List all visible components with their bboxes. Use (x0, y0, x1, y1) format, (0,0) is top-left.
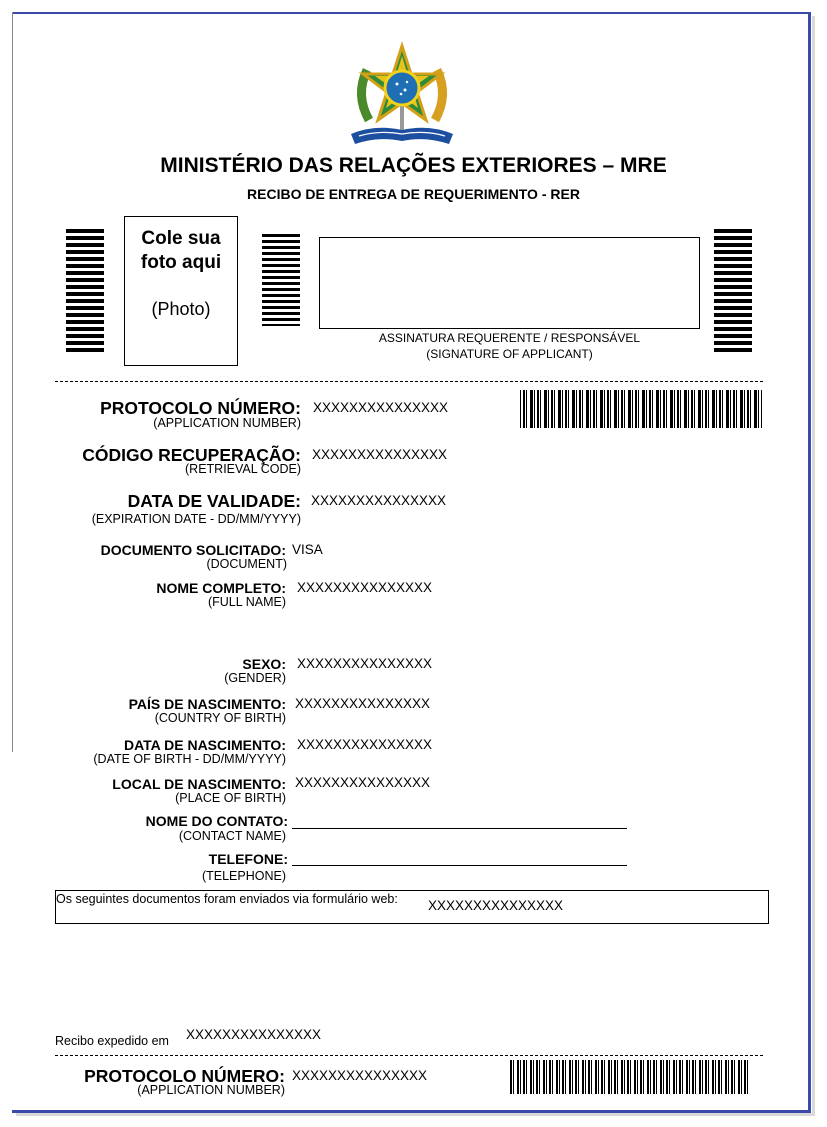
photo-instruction-line1: Cole sua (141, 228, 221, 249)
documents-label: Os seguintes documentos foram enviados via formulário web: (56, 892, 398, 906)
barcode-left (66, 229, 104, 353)
codigo-label: CÓDIGO RECUPERAÇÃO: (82, 445, 301, 465)
protocolo-value: XXXXXXXXXXXXXXX (313, 400, 449, 415)
codigo-value: XXXXXXXXXXXXXXX (312, 447, 448, 462)
footer-barcode (510, 1060, 750, 1094)
contato-line[interactable] (292, 828, 627, 829)
pais-value: XXXXXXXXXXXXXXX (295, 696, 431, 711)
photo-instruction-line2: foto aqui (140, 252, 222, 273)
sexo-sub: (GENDER) (224, 671, 286, 685)
sexo-label: SEXO: (242, 656, 286, 672)
footer-protocolo-label: PROTOCOLO NÚMERO: (84, 1066, 285, 1086)
pais-label: PAÍS DE NASCIMENTO: (128, 696, 286, 712)
local-sub: (PLACE OF BIRTH) (175, 791, 286, 805)
signature-box[interactable] (319, 237, 700, 329)
telefone-line[interactable] (292, 865, 627, 866)
nome-value: XXXXXXXXXXXXXXX (297, 580, 433, 595)
validade-sub: (EXPIRATION DATE - DD/MM/YYYY) (91, 512, 301, 526)
divider-bottom (55, 1055, 763, 1056)
receipt-subtitle: RECIBO DE ENTREGA DE REQUERIMENTO - RER (247, 186, 580, 202)
telefone-label: TELEFONE: (208, 851, 288, 867)
signature-label: ASSINATURA REQUERENTE / RESPONSÁVEL (378, 331, 641, 345)
page-shadow-bottom (16, 1113, 815, 1116)
receipt-label: Recibo expedido em (55, 1034, 169, 1048)
contato-sub: (CONTACT NAME) (178, 829, 286, 843)
protocolo-label: PROTOCOLO NÚMERO: (100, 398, 301, 418)
documento-label: DOCUMENTO SOLICITADO: (100, 542, 286, 558)
nome-sub: (FULL NAME) (207, 595, 286, 609)
receipt-value: XXXXXXXXXXXXXXX (186, 1027, 322, 1042)
protocolo-barcode (520, 390, 762, 428)
divider-top (55, 381, 763, 382)
documents-value: XXXXXXXXXXXXXXX (428, 898, 564, 913)
page-border-bottom (12, 1110, 810, 1113)
ministry-title: MINISTÉRIO DAS RELAÇÕES EXTERIORES – MRE (160, 154, 667, 177)
footer-protocolo-value: XXXXXXXXXXXXXXX (292, 1068, 428, 1083)
protocolo-sub: (APPLICATION NUMBER) (153, 416, 301, 430)
data-nascimento-value: XXXXXXXXXXXXXXX (297, 737, 433, 752)
page-shadow-right (812, 16, 815, 1116)
documento-value: VISA (292, 542, 323, 557)
pais-sub: (COUNTRY OF BIRTH) (154, 711, 286, 725)
validade-label: DATA DE VALIDADE: (127, 491, 301, 511)
documento-sub: (DOCUMENT) (206, 557, 287, 571)
page-border-top (12, 12, 810, 14)
nome-label: NOME COMPLETO: (156, 580, 286, 596)
codigo-sub: (RETRIEVAL CODE) (185, 462, 301, 476)
sexo-value: XXXXXXXXXXXXXXX (297, 656, 433, 671)
local-value: XXXXXXXXXXXXXXX (295, 775, 431, 790)
page-border-left (12, 12, 13, 752)
data-nascimento-sub: (DATE OF BIRTH - DD/MM/YYYY) (93, 752, 286, 766)
footer-protocolo-sub: (APPLICATION NUMBER) (137, 1083, 285, 1097)
barcode-right (714, 229, 752, 353)
coat-of-arms-seal (345, 40, 459, 150)
photo-label: (Photo) (151, 299, 211, 319)
validade-value: XXXXXXXXXXXXXXX (311, 493, 447, 508)
telefone-sub: (TELEPHONE) (201, 869, 286, 883)
contato-label: NOME DO CONTATO: (145, 813, 288, 829)
local-label: LOCAL DE NASCIMENTO: (112, 776, 286, 792)
photo-box[interactable] (124, 216, 238, 366)
data-nascimento-label: DATA DE NASCIMENTO: (123, 737, 286, 753)
barcode-middle (262, 234, 300, 326)
signature-label-en: (SIGNATURE OF APPLICANT) (426, 347, 593, 361)
